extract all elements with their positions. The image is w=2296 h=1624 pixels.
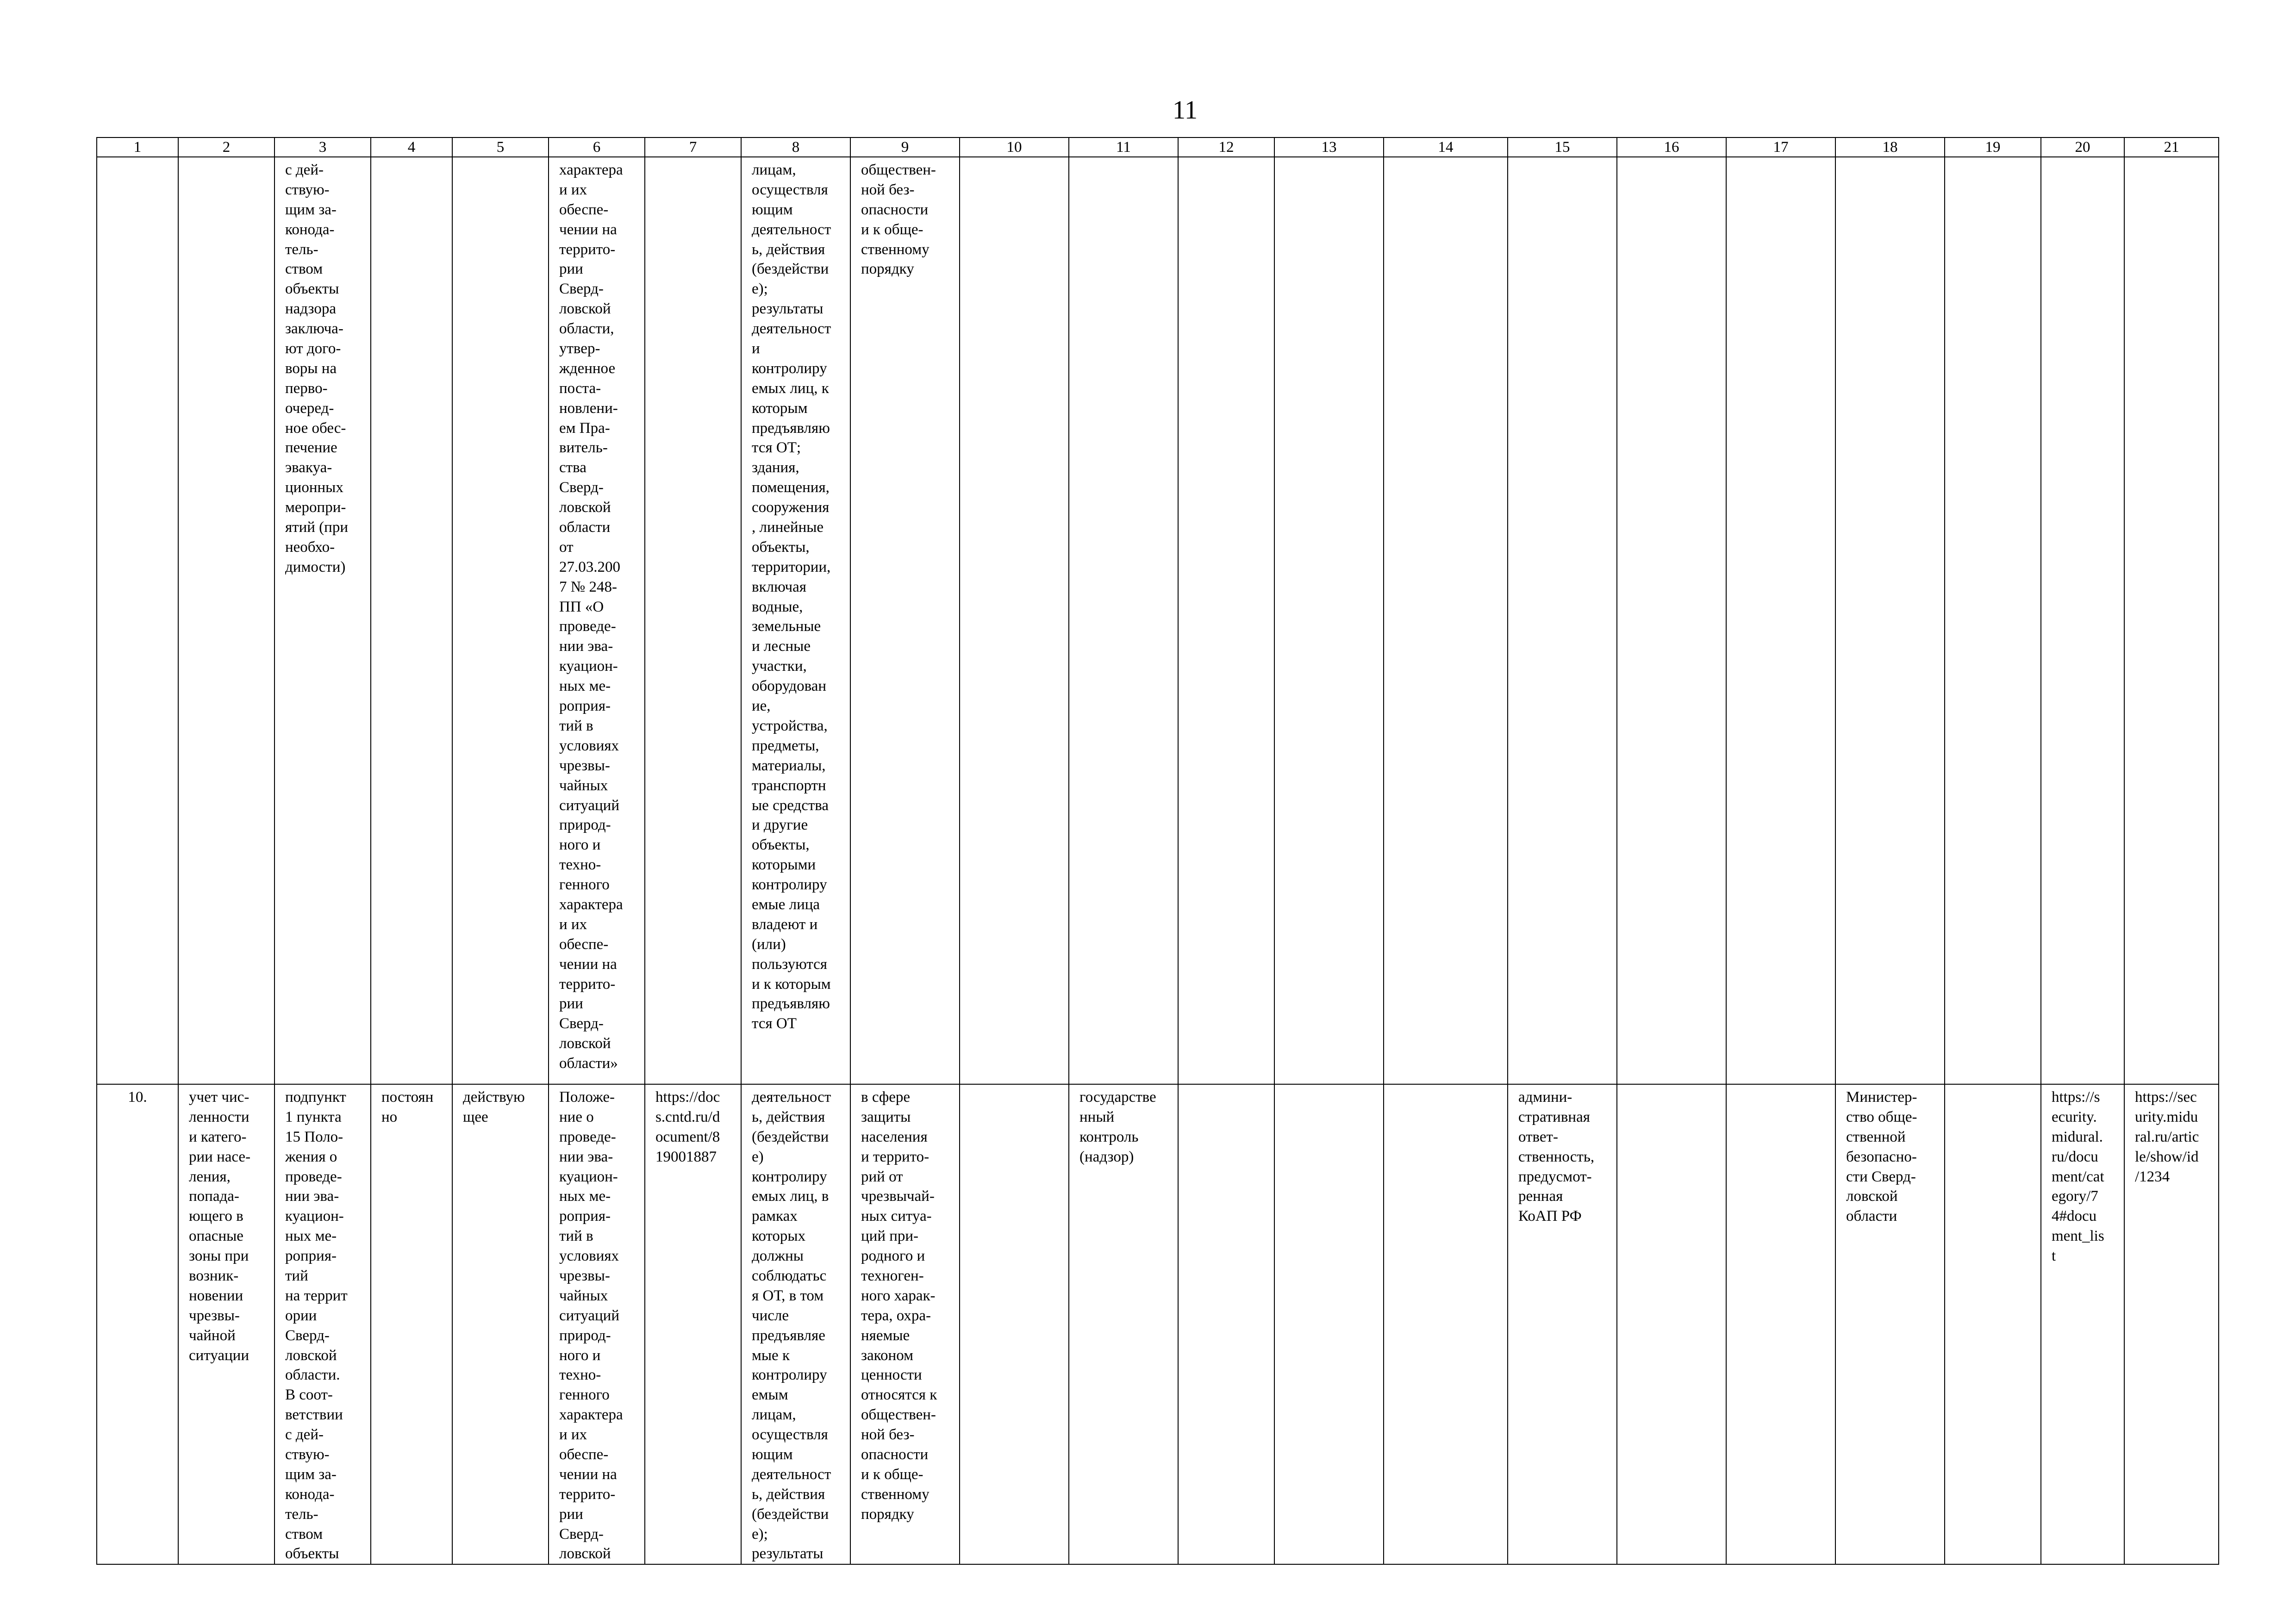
column-number: 20 (2041, 137, 2124, 157)
table-cell (2041, 157, 2124, 1084)
table-cell (1178, 1084, 1274, 1564)
column-number: 19 (1945, 137, 2041, 157)
column-number: 6 (549, 137, 645, 157)
table-cell: с дей- ствую- щим за- конода- тель- ством объекты надзора заключа- ют дого- воры на перво- очеред- ное обес- печение эвакуа- ционных меропри- ятий (при необхо- димости) (275, 157, 371, 1084)
table-cell: https://sec urity.midu ral.ru/artic le/show/id /1234 (2124, 1084, 2219, 1564)
table-cell (452, 157, 549, 1084)
table-cell: админи- стративная ответ- ственность, предусмот- ренная КоАП РФ (1508, 1084, 1617, 1564)
table-cell (371, 157, 452, 1084)
column-number: 4 (371, 137, 452, 157)
column-number: 18 (1835, 137, 1945, 157)
column-number: 5 (452, 137, 549, 157)
table-cell (1726, 1084, 1835, 1564)
table-cell (1384, 1084, 1508, 1564)
table-cell: в сфере защиты населения и террито- рий от чрезвычай- ных ситуа- ций при- родного и техноген- ного харак- тера, охра- няемые законом ценности относятся к обществен- ной без- опасности и к обще- ственному порядку (850, 1084, 960, 1564)
column-number: 1 (97, 137, 178, 157)
table-cell (1617, 157, 1726, 1084)
row-number-cell: 10. (97, 1084, 178, 1564)
table-cell (1069, 157, 1178, 1084)
table-cell: https://s ecurity. midural. ru/docu ment/cat egory/7 4#docu ment_lis t (2041, 1084, 2124, 1564)
table-cell: обществен- ной без- опасности и к обще- ственному порядку (850, 157, 960, 1084)
table-cell: учет чис- ленности и катего- рии насе- ления, попада- ющего в опасные зоны при возник- новении чрезвы- чайной ситуации (178, 1084, 275, 1564)
table-cell (1617, 1084, 1726, 1564)
table-cell (1508, 157, 1617, 1084)
column-number: 13 (1274, 137, 1384, 157)
table-cell (1274, 1084, 1384, 1564)
table-cell (1835, 157, 1945, 1084)
column-number: 14 (1384, 137, 1508, 157)
table-row (97, 1084, 2219, 1564)
column-number: 7 (645, 137, 741, 157)
column-number: 8 (741, 137, 850, 157)
table-cell (1384, 157, 1508, 1084)
column-number: 3 (275, 137, 371, 157)
table-cell: подпункт 1 пункта 15 Поло- жения о проведе- нии эва- куацион- ных ме- роприя- тий на террит ории Сверд- ловской области. В соот- ветствии с дей- ствую- щим за- конода- тель- ством объекты (275, 1084, 371, 1564)
column-number: 2 (178, 137, 275, 157)
table-cell: деятельност ь, действия (бездействи е) контролиру емых лиц, в рамках которых должны соблюдатьс я ОТ, в том числе предъявляе мые к контролиру емым лицам, осуществля ющим деятельност ь, действия (бездействи е); результаты (741, 1084, 850, 1564)
table-cell: постоян но (371, 1084, 452, 1564)
table-cell (97, 157, 178, 1084)
table-cell (2124, 157, 2219, 1084)
table-cell: действую щее (452, 1084, 549, 1564)
table-cell: лицам, осуществля ющим деятельност ь, действия (бездействи е); результаты деятельност и контролиру емых лиц, к которым предъявляю тся ОТ; здания, помещения, сооружения , линейные объекты, территории, включая водные, земельные и лесные участки, оборудован ие, устройства, предметы, материалы, транспортн ые средства и другие объекты, которыми контролиру емые лица владеют и (или) пользуются и к которым предъявляю тся ОТ (741, 157, 850, 1084)
table-cell (645, 157, 741, 1084)
table-row (97, 157, 2219, 1084)
column-number: 11 (1069, 137, 1178, 157)
table-cell: https://doc s.cntd.ru/d ocument/8 19001887 (645, 1084, 741, 1564)
column-number-row (97, 137, 2219, 157)
table-cell (1178, 157, 1274, 1084)
table-cell (1274, 157, 1384, 1084)
table-cell (1945, 157, 2041, 1084)
table-cell (178, 157, 275, 1084)
table-cell: Министер- ство обще- ственной безопасно- сти Сверд- ловской области (1835, 1084, 1945, 1564)
table-cell (1726, 157, 1835, 1084)
column-number: 17 (1726, 137, 1835, 157)
table-cell (960, 157, 1069, 1084)
table-cell (960, 1084, 1069, 1564)
column-number: 12 (1178, 137, 1274, 157)
column-number: 9 (850, 137, 960, 157)
table-cell: Положе- ние о проведе- нии эва- куацион- ных ме- роприя- тий в условиях чрезвы- чайных ситуаций природ- ного и техно- генного характера и их обеспе- чении на террито- рии Сверд- ловской (549, 1084, 645, 1564)
column-number: 10 (960, 137, 1069, 157)
column-number: 16 (1617, 137, 1726, 157)
table-cell: государстве нный контроль (надзор) (1069, 1084, 1178, 1564)
column-number: 15 (1508, 137, 1617, 157)
column-number: 21 (2124, 137, 2219, 157)
table-cell (1945, 1084, 2041, 1564)
document-table (96, 137, 2219, 1565)
table-cell: характера и их обеспе- чении на террито- рии Сверд- ловской области, утвер- жденное поста- новлени- ем Пра- витель- ства Сверд- ловской области от 27.03.200 7 № 248- ПП «О проведе- нии эва- куацион- ных ме- роприя- тий в условиях чрезвы- чайных ситуаций природ- ного и техно- генного характера и их обеспе- чении на террито- рии Сверд- ловской области» (549, 157, 645, 1084)
page-number: 11 (1173, 96, 1198, 125)
